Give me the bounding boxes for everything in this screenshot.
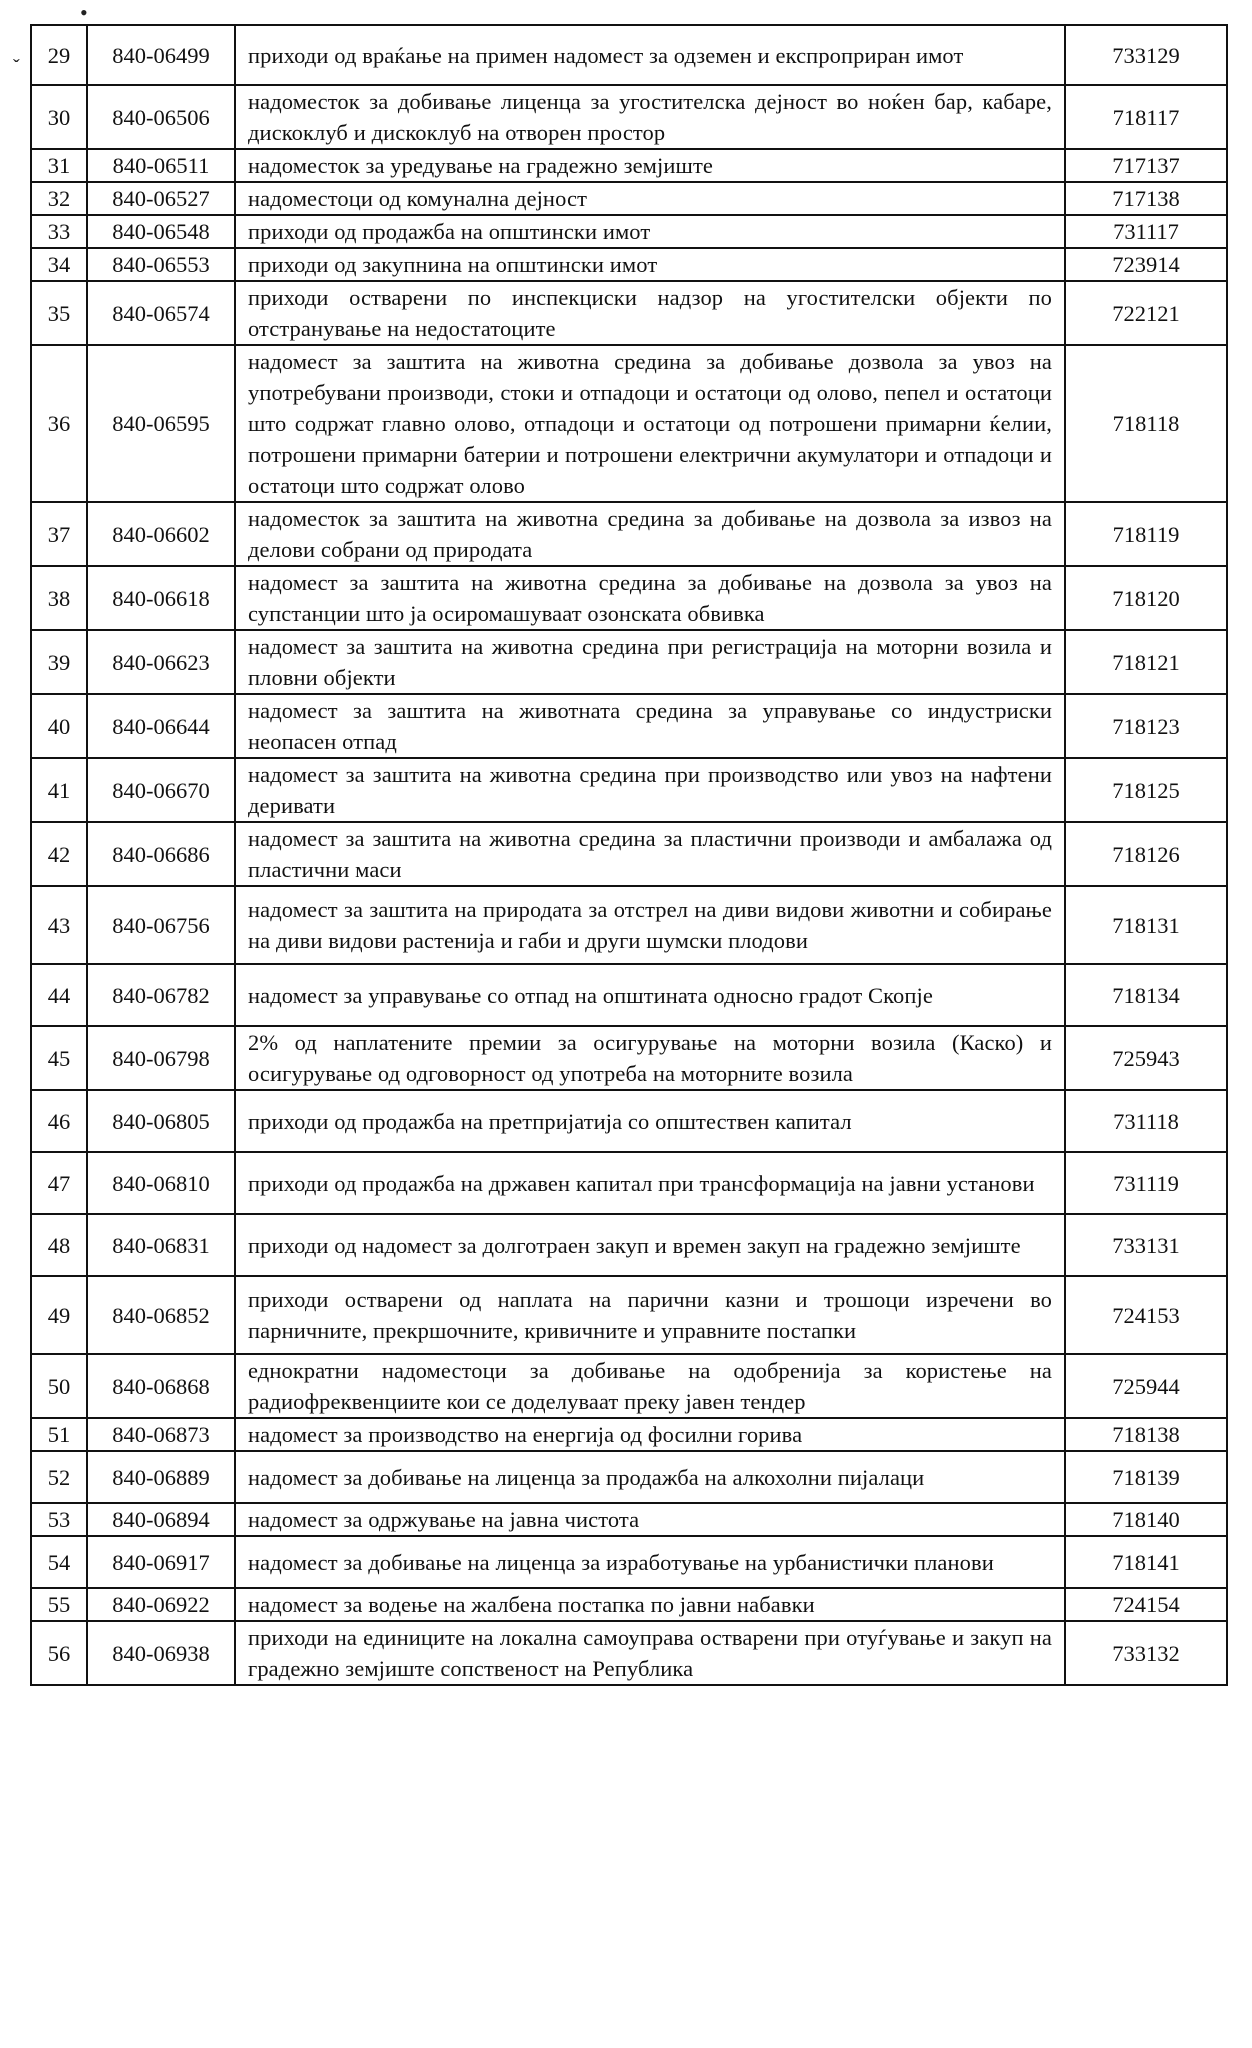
revenue-code: 840-06574 [87, 281, 235, 345]
revenue-code: 840-06852 [87, 1276, 235, 1354]
table-body [31, 25, 1227, 1685]
revenue-code: 840-06798 [87, 1026, 235, 1090]
account-number: 731118 [1065, 1090, 1227, 1152]
account-number: 717137 [1065, 149, 1227, 182]
revenue-code: 840-06527 [87, 182, 235, 215]
revenue-description: приходи од продажба на државен капитал при трансформација на јавни установи [235, 1152, 1065, 1214]
table-row [31, 1090, 1227, 1152]
revenue-code: 840-06894 [87, 1503, 235, 1536]
revenue-code: 840-06938 [87, 1621, 235, 1685]
table-row [31, 182, 1227, 215]
revenue-code: 840-06868 [87, 1354, 235, 1418]
account-number: 731119 [1065, 1152, 1227, 1214]
row-number: 37 [31, 502, 87, 566]
revenue-description: надомест за заштита на природата за отстрел на диви видови животни и собирање на диви видови растенија и габи и други шумски плодови [235, 886, 1065, 964]
account-number: 718119 [1065, 502, 1227, 566]
table-row [31, 502, 1227, 566]
revenue-code: 840-06670 [87, 758, 235, 822]
table-row [31, 1588, 1227, 1621]
revenue-code: 840-06831 [87, 1214, 235, 1276]
revenue-code: 840-06782 [87, 964, 235, 1026]
row-number: 38 [31, 566, 87, 630]
account-number: 718118 [1065, 345, 1227, 502]
revenue-description: приходи остварени по инспекциски надзор на угостителски објекти по отстранување на недостатоците [235, 281, 1065, 345]
account-number: 724153 [1065, 1276, 1227, 1354]
row-number: 30 [31, 85, 87, 149]
account-number: 725943 [1065, 1026, 1227, 1090]
row-number: 42 [31, 822, 87, 886]
row-number: 31 [31, 149, 87, 182]
revenue-description: приходи од враќање на примен надомест за одземен и експроприран имот [235, 25, 1065, 85]
revenue-code: 840-06805 [87, 1090, 235, 1152]
table-row [31, 1621, 1227, 1685]
revenue-description: еднократни надоместоци за добивање на одобренија за користење на радиофреквенциите кои се доделуваат преку јавен тендер [235, 1354, 1065, 1418]
row-number: 40 [31, 694, 87, 758]
row-number: 56 [31, 1621, 87, 1685]
revenue-description: надомест за водење на жалбена постапка по јавни набавки [235, 1588, 1065, 1621]
account-number: 731117 [1065, 215, 1227, 248]
table-row [31, 630, 1227, 694]
account-number: 718139 [1065, 1451, 1227, 1503]
revenue-accounts-table [30, 24, 1228, 1686]
account-number: 724154 [1065, 1588, 1227, 1621]
row-number: 49 [31, 1276, 87, 1354]
account-number: 725944 [1065, 1354, 1227, 1418]
table-row [31, 1503, 1227, 1536]
revenue-description: приходи на единиците на локална самоуправа остварени при отуѓување и закуп на градежно земјиште сопственост на Република [235, 1621, 1065, 1685]
row-number: 32 [31, 182, 87, 215]
table-row [31, 886, 1227, 964]
revenue-description: надоместок за добивање лиценца за угостителска дејност во ноќен бар, кабаре, дискоклуб и дискоклуб на отворен простор [235, 85, 1065, 149]
account-number: 718131 [1065, 886, 1227, 964]
revenue-description: приходи од продажба на општински имот [235, 215, 1065, 248]
revenue-description: приходи од закупнина на општински имот [235, 248, 1065, 281]
revenue-description: надомест за заштита на животна средина при производство или увоз на нафтени деривати [235, 758, 1065, 822]
table-row [31, 1418, 1227, 1451]
row-number: 52 [31, 1451, 87, 1503]
account-number: 718117 [1065, 85, 1227, 149]
revenue-code: 840-06917 [87, 1536, 235, 1588]
account-number: 718134 [1065, 964, 1227, 1026]
row-number: 55 [31, 1588, 87, 1621]
table-row [31, 85, 1227, 149]
revenue-code: 840-06623 [87, 630, 235, 694]
revenue-description: надомест за заштита на животната средина за управување со индустриски неопасен отпад [235, 694, 1065, 758]
revenue-code: 840-06810 [87, 1152, 235, 1214]
revenue-description: надомест за производство на енергија од фосилни горива [235, 1418, 1065, 1451]
row-number: 50 [31, 1354, 87, 1418]
row-number: 44 [31, 964, 87, 1026]
revenue-description: надомест за заштита на животна средина за добивање дозвола за увоз на употребувани производи, стоки и отпадоци и остатоци од олово, пепел и остатоци што содржат главно олово, отпадоци и остатоци од потрошени примарни ќелии, потрошени примарни батерии и потрошени електрични акумулатори и отпадоци и остатоци што содржат олово [235, 345, 1065, 502]
scan-mark-left: ˇ [13, 56, 20, 78]
revenue-code: 840-06873 [87, 1418, 235, 1451]
account-number: 718120 [1065, 566, 1227, 630]
row-number: 47 [31, 1152, 87, 1214]
revenue-description: надомест за добивање на лиценца за изработување на урбанистички планови [235, 1536, 1065, 1588]
account-number: 718125 [1065, 758, 1227, 822]
revenue-code: 840-06499 [87, 25, 235, 85]
scan-mark-top: • [80, 0, 88, 25]
row-number: 36 [31, 345, 87, 502]
table-row [31, 25, 1227, 85]
table-row [31, 694, 1227, 758]
table-row [31, 345, 1227, 502]
table-row [31, 758, 1227, 822]
revenue-code: 840-06756 [87, 886, 235, 964]
table-row [31, 1354, 1227, 1418]
table-row [31, 822, 1227, 886]
table-row [31, 566, 1227, 630]
account-number: 717138 [1065, 182, 1227, 215]
account-number: 723914 [1065, 248, 1227, 281]
revenue-code: 840-06686 [87, 822, 235, 886]
account-number: 733131 [1065, 1214, 1227, 1276]
row-number: 34 [31, 248, 87, 281]
row-number: 29 [31, 25, 87, 85]
revenue-description: приходи остварени од наплата на парични казни и трошоци изречени во парничните, прекршочните, кривичните и управните постапки [235, 1276, 1065, 1354]
row-number: 45 [31, 1026, 87, 1090]
table-row [31, 1276, 1227, 1354]
table-row [31, 215, 1227, 248]
row-number: 41 [31, 758, 87, 822]
account-number: 718121 [1065, 630, 1227, 694]
table-row [31, 149, 1227, 182]
revenue-code: 840-06506 [87, 85, 235, 149]
row-number: 54 [31, 1536, 87, 1588]
account-number: 722121 [1065, 281, 1227, 345]
account-number: 718138 [1065, 1418, 1227, 1451]
table-row [31, 1536, 1227, 1588]
table-row [31, 281, 1227, 345]
revenue-code: 840-06553 [87, 248, 235, 281]
account-number: 718140 [1065, 1503, 1227, 1536]
account-number: 733129 [1065, 25, 1227, 85]
revenue-description: надоместоци од комунална дејност [235, 182, 1065, 215]
revenue-description: приходи од надомест за долготраен закуп и времен закуп на градежно земјиште [235, 1214, 1065, 1276]
table-row [31, 248, 1227, 281]
row-number: 46 [31, 1090, 87, 1152]
revenue-description: приходи од продажба на претпријатија со општествен капитал [235, 1090, 1065, 1152]
row-number: 51 [31, 1418, 87, 1451]
table-row [31, 1152, 1227, 1214]
row-number: 35 [31, 281, 87, 345]
row-number: 48 [31, 1214, 87, 1276]
revenue-description: надомест за заштита на животна средина при регистрација на моторни возила и пловни објекти [235, 630, 1065, 694]
revenue-description: надомест за управување со отпад на општината односно градот Скопје [235, 964, 1065, 1026]
table-row [31, 1451, 1227, 1503]
table-row [31, 964, 1227, 1026]
revenue-code: 840-06511 [87, 149, 235, 182]
revenue-description: надоместок за уредување на градежно земјиште [235, 149, 1065, 182]
revenue-code: 840-06922 [87, 1588, 235, 1621]
account-number: 718141 [1065, 1536, 1227, 1588]
account-number: 718123 [1065, 694, 1227, 758]
revenue-description: надоместок за заштита на животна средина за добивање на дозвола за извоз на делови собрани од природата [235, 502, 1065, 566]
revenue-description: надомест за одржување на јавна чистота [235, 1503, 1065, 1536]
table-row [31, 1214, 1227, 1276]
row-number: 39 [31, 630, 87, 694]
row-number: 53 [31, 1503, 87, 1536]
revenue-description: надомест за заштита на животна средина за добивање на дозвола за увоз на супстанции што ја осиромашуваат озонската обвивка [235, 566, 1065, 630]
account-number: 733132 [1065, 1621, 1227, 1685]
row-number: 43 [31, 886, 87, 964]
revenue-code: 840-06889 [87, 1451, 235, 1503]
revenue-description: 2% од наплатените премии за осигурување на моторни возила (Каско) и осигурување од одговорност од употреба на моторните возила [235, 1026, 1065, 1090]
account-number: 718126 [1065, 822, 1227, 886]
revenue-code: 840-06602 [87, 502, 235, 566]
table-row [31, 1026, 1227, 1090]
revenue-code: 840-06618 [87, 566, 235, 630]
revenue-description: надомест за добивање на лиценца за продажба на алкохолни пијалаци [235, 1451, 1065, 1503]
revenue-code: 840-06548 [87, 215, 235, 248]
revenue-code: 840-06595 [87, 345, 235, 502]
revenue-description: надомест за заштита на животна средина за пластични производи и амбалажа од пластични маси [235, 822, 1065, 886]
revenue-code: 840-06644 [87, 694, 235, 758]
row-number: 33 [31, 215, 87, 248]
